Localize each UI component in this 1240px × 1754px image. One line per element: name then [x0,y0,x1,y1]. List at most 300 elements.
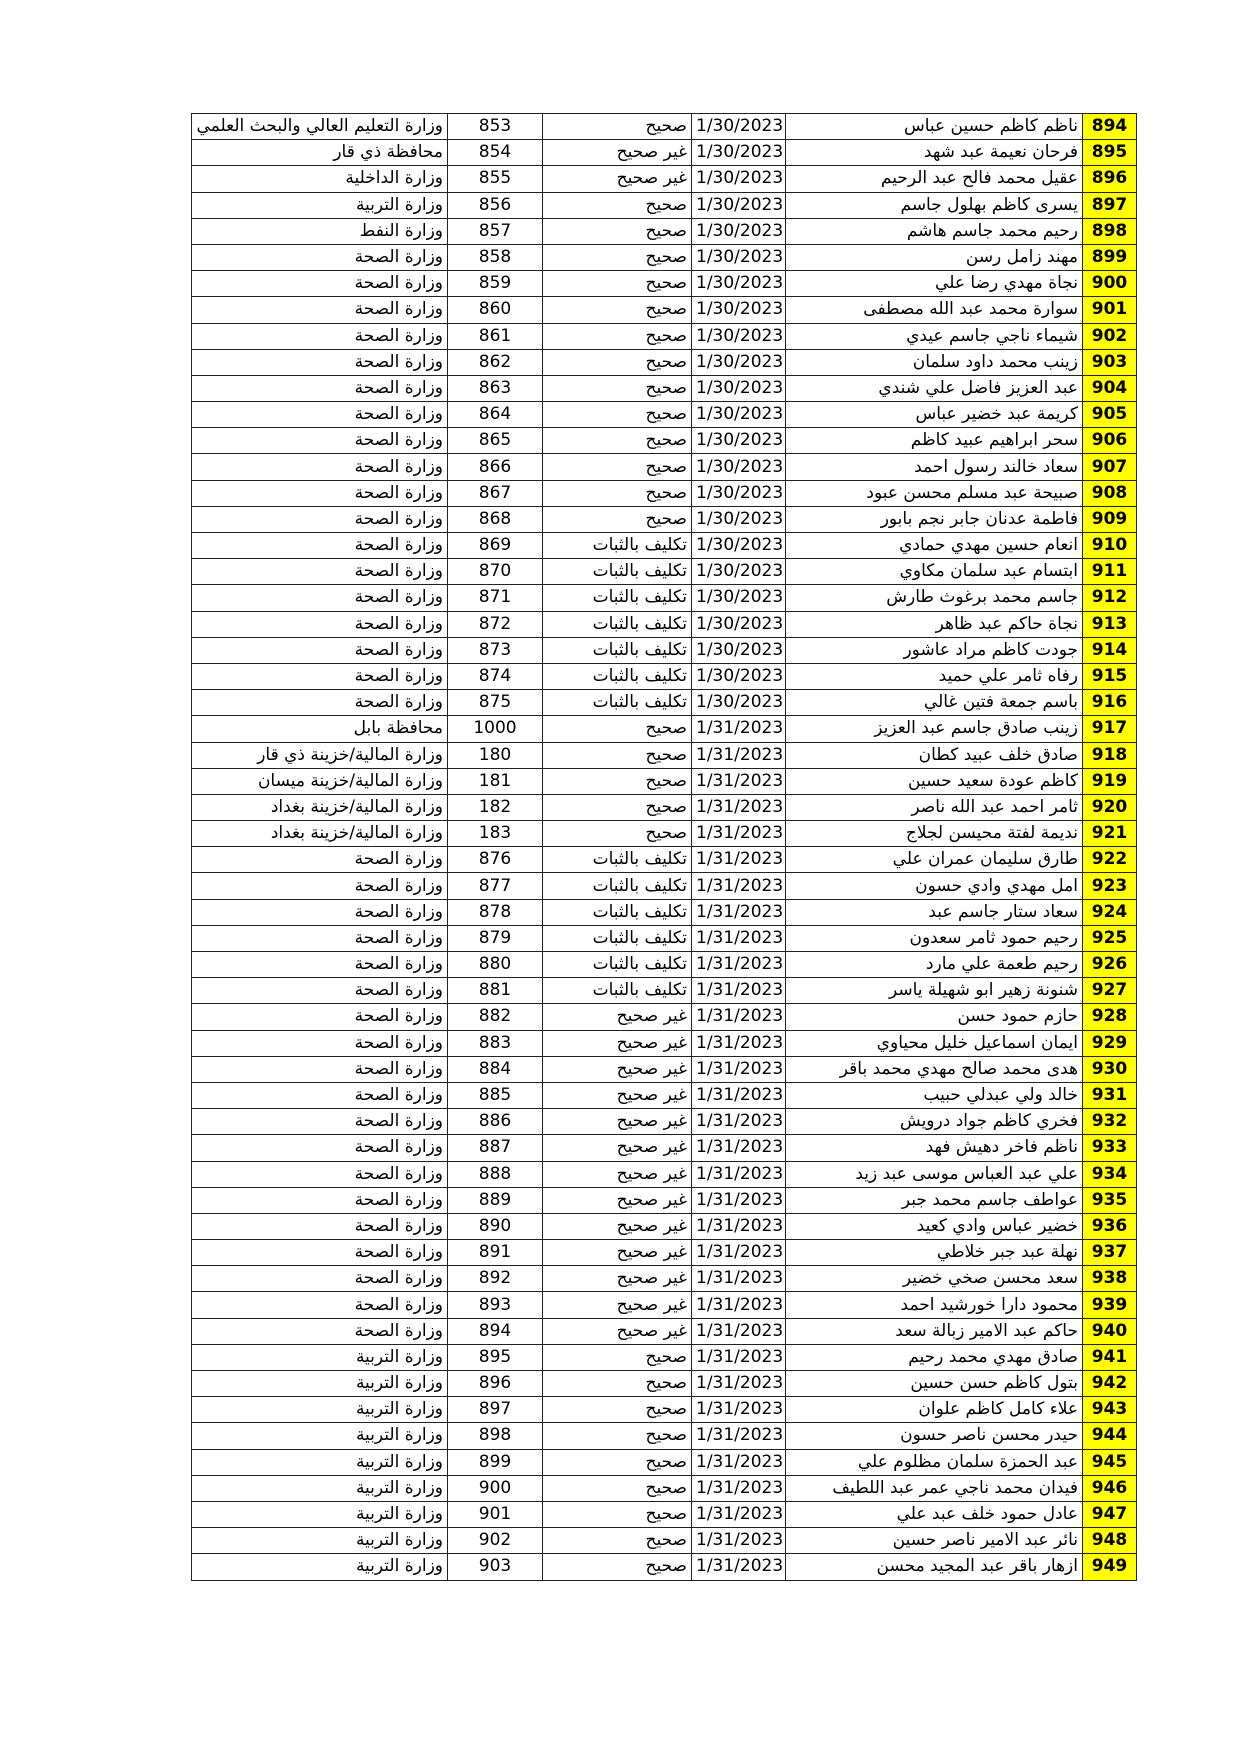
status-cell: صحيح [543,244,692,270]
status-cell: غير صحيح [543,1082,692,1108]
status-cell: صحيح [543,402,692,428]
date-cell: 1/30/2023 [692,375,786,401]
status-cell: تكليف بالثبات [543,847,692,873]
date-cell: 1/31/2023 [692,1292,786,1318]
serial-number-cell: 935 [1083,1187,1137,1213]
code-cell: 888 [448,1161,543,1187]
person-name-cell: زينب محمد داود سلمان [786,349,1083,375]
department-cell: وزارة الصحة [192,1292,448,1318]
status-cell: صحيح [543,1528,692,1554]
records-sheet [191,113,1136,1581]
department-cell: وزارة الصحة [192,690,448,716]
person-name-cell: نهلة عبد جبر خلاطي [786,1240,1083,1266]
department-cell: وزارة الصحة [192,1135,448,1161]
table-row [192,873,1137,899]
code-cell: 861 [448,323,543,349]
table-row [192,114,1137,140]
person-name-cell: كاظم عودة سعيد حسين [786,768,1083,794]
table-row [192,742,1137,768]
table-row [192,271,1137,297]
person-name-cell: سوارة محمد عبد الله مصطفى [786,297,1083,323]
table-row [192,1475,1137,1501]
person-name-cell: كريمة عبد خضير عباس [786,402,1083,428]
serial-number-cell: 901 [1083,297,1137,323]
serial-number-cell: 949 [1083,1554,1137,1580]
person-name-cell: فخري كاظم جواد درويش [786,1109,1083,1135]
table-row [192,480,1137,506]
person-name-cell: فرحان نعيمة عبد شهد [786,140,1083,166]
status-cell: غير صحيح [543,1240,692,1266]
table-row [192,768,1137,794]
serial-number-cell: 914 [1083,637,1137,663]
department-cell: وزارة الصحة [192,375,448,401]
table-row [192,716,1137,742]
department-cell: وزارة الصحة [192,925,448,951]
department-cell: وزارة الصحة [192,480,448,506]
status-cell: صحيح [543,1371,692,1397]
person-name-cell: فيدان محمد ناجي عمر عبد اللطيف [786,1475,1083,1501]
status-cell: غير صحيح [543,1318,692,1344]
department-cell: وزارة المالية/خزينة ذي قار [192,742,448,768]
table-row [192,925,1137,951]
serial-number-cell: 921 [1083,821,1137,847]
table-row [192,140,1137,166]
date-cell: 1/30/2023 [692,611,786,637]
date-cell: 1/30/2023 [692,271,786,297]
serial-number-cell: 894 [1083,114,1137,140]
status-cell: صحيح [543,454,692,480]
date-cell: 1/31/2023 [692,1135,786,1161]
person-name-cell: نجاة حاكم عبد ظاهر [786,611,1083,637]
department-cell: وزارة الصحة [192,323,448,349]
table-row [192,1161,1137,1187]
table-row [192,1292,1137,1318]
table-row [192,323,1137,349]
code-cell: 873 [448,637,543,663]
serial-number-cell: 924 [1083,899,1137,925]
table-row [192,821,1137,847]
status-cell: تكليف بالثبات [543,637,692,663]
department-cell: وزارة الصحة [192,1004,448,1030]
code-cell: 854 [448,140,543,166]
code-cell: 862 [448,349,543,375]
status-cell: تكليف بالثبات [543,952,692,978]
date-cell: 1/31/2023 [692,1213,786,1239]
status-cell: صحيح [543,821,692,847]
date-cell: 1/30/2023 [692,585,786,611]
table-row [192,1109,1137,1135]
code-cell: 1000 [448,716,543,742]
date-cell: 1/30/2023 [692,533,786,559]
date-cell: 1/31/2023 [692,1344,786,1370]
date-cell: 1/30/2023 [692,428,786,454]
status-cell: صحيح [543,1475,692,1501]
table-row [192,533,1137,559]
code-cell: 885 [448,1082,543,1108]
person-name-cell: ازهار باقر عبد المجيد محسن [786,1554,1083,1580]
department-cell: وزارة الداخلية [192,166,448,192]
code-cell: 884 [448,1056,543,1082]
status-cell: غير صحيح [543,1056,692,1082]
person-name-cell: رحيم محمد جاسم هاشم [786,218,1083,244]
person-name-cell: زينب صادق جاسم عبد العزيز [786,716,1083,742]
date-cell: 1/30/2023 [692,166,786,192]
person-name-cell: يسرى كاظم بهلول جاسم [786,192,1083,218]
code-cell: 853 [448,114,543,140]
date-cell: 1/30/2023 [692,454,786,480]
table-row [192,1213,1137,1239]
code-cell: 883 [448,1030,543,1056]
department-cell: وزارة الصحة [192,454,448,480]
person-name-cell: عبد العزيز فاضل علي شندي [786,375,1083,401]
code-cell: 858 [448,244,543,270]
department-cell: وزارة الصحة [192,428,448,454]
status-cell: غير صحيح [543,1292,692,1318]
serial-number-cell: 939 [1083,1292,1137,1318]
person-name-cell: ثامر احمد عبد الله ناصر [786,794,1083,820]
date-cell: 1/30/2023 [692,218,786,244]
date-cell: 1/31/2023 [692,873,786,899]
date-cell: 1/31/2023 [692,1266,786,1292]
status-cell: غير صحيح [543,140,692,166]
table-row [192,1449,1137,1475]
code-cell: 871 [448,585,543,611]
table-row [192,506,1137,532]
person-name-cell: ايمان اسماعيل خليل محياوي [786,1030,1083,1056]
person-name-cell: حازم حمود حسن [786,1004,1083,1030]
table-row [192,794,1137,820]
person-name-cell: امل مهدي وادي حسون [786,873,1083,899]
person-name-cell: ناظم كاظم حسين عباس [786,114,1083,140]
serial-number-cell: 929 [1083,1030,1137,1056]
code-cell: 878 [448,899,543,925]
table-row [192,585,1137,611]
status-cell: تكليف بالثبات [543,611,692,637]
code-cell: 182 [448,794,543,820]
date-cell: 1/30/2023 [692,637,786,663]
person-name-cell: باسم جمعة فتين غالي [786,690,1083,716]
serial-number-cell: 930 [1083,1056,1137,1082]
code-cell: 866 [448,454,543,480]
status-cell: غير صحيح [543,1109,692,1135]
serial-number-cell: 920 [1083,794,1137,820]
person-name-cell: ابتسام عبد سلمان مكاوي [786,559,1083,585]
code-cell: 890 [448,1213,543,1239]
department-cell: وزارة الصحة [192,559,448,585]
person-name-cell: جاسم محمد برغوث طارش [786,585,1083,611]
table-row [192,1318,1137,1344]
department-cell: وزارة التربية [192,1423,448,1449]
date-cell: 1/30/2023 [692,192,786,218]
person-name-cell: حاكم عبد الامير زبالة سعد [786,1318,1083,1344]
serial-number-cell: 899 [1083,244,1137,270]
person-name-cell: انعام حسين مهدي حمادي [786,533,1083,559]
code-cell: 903 [448,1554,543,1580]
department-cell: وزارة الصحة [192,952,448,978]
status-cell: صحيح [543,506,692,532]
department-cell: وزارة الصحة [192,1082,448,1108]
serial-number-cell: 931 [1083,1082,1137,1108]
person-name-cell: فاطمة عدنان جابر نجم بابور [786,506,1083,532]
table-row [192,192,1137,218]
person-name-cell: شيماء ناجي جاسم عيدي [786,323,1083,349]
serial-number-cell: 938 [1083,1266,1137,1292]
table-row [192,690,1137,716]
code-cell: 882 [448,1004,543,1030]
code-cell: 860 [448,297,543,323]
department-cell: محافظة بابل [192,716,448,742]
table-row [192,1528,1137,1554]
status-cell: صحيح [543,1344,692,1370]
department-cell: وزارة الصحة [192,1109,448,1135]
person-name-cell: عقيل محمد فالح عبد الرحيم [786,166,1083,192]
status-cell: غير صحيح [543,1161,692,1187]
department-cell: وزارة التربية [192,1501,448,1527]
status-cell: تكليف بالثبات [543,559,692,585]
department-cell: وزارة الصحة [192,506,448,532]
table-row [192,663,1137,689]
serial-number-cell: 919 [1083,768,1137,794]
status-cell: تكليف بالثبات [543,925,692,951]
date-cell: 1/31/2023 [692,1475,786,1501]
code-cell: 868 [448,506,543,532]
department-cell: وزارة الصحة [192,271,448,297]
code-cell: 864 [448,402,543,428]
department-cell: وزارة التربية [192,1449,448,1475]
department-cell: وزارة الصحة [192,1056,448,1082]
code-cell: 898 [448,1423,543,1449]
department-cell: وزارة التعليم العالي والبحث العلمي [192,114,448,140]
serial-number-cell: 895 [1083,140,1137,166]
table-row [192,1397,1137,1423]
table-row [192,1004,1137,1030]
table-row [192,244,1137,270]
table-row [192,1240,1137,1266]
table-row [192,611,1137,637]
person-name-cell: خالد ولي عبدلي حبيب [786,1082,1083,1108]
status-cell: تكليف بالثبات [543,899,692,925]
department-cell: وزارة الصحة [192,847,448,873]
serial-number-cell: 940 [1083,1318,1137,1344]
code-cell: 901 [448,1501,543,1527]
person-name-cell: رفاه ثامر علي حميد [786,663,1083,689]
code-cell: 183 [448,821,543,847]
serial-number-cell: 946 [1083,1475,1137,1501]
person-name-cell: رحيم حمود ثامر سعدون [786,925,1083,951]
status-cell: صحيح [543,794,692,820]
code-cell: 870 [448,559,543,585]
serial-number-cell: 932 [1083,1109,1137,1135]
table-row [192,1501,1137,1527]
status-cell: غير صحيح [543,1135,692,1161]
table-row [192,454,1137,480]
date-cell: 1/31/2023 [692,1554,786,1580]
serial-number-cell: 910 [1083,533,1137,559]
person-name-cell: حيدر محسن ناصر حسون [786,1423,1083,1449]
person-name-cell: مهند زامل رسن [786,244,1083,270]
serial-number-cell: 896 [1083,166,1137,192]
serial-number-cell: 906 [1083,428,1137,454]
status-cell: غير صحيح [543,1030,692,1056]
date-cell: 1/31/2023 [692,1423,786,1449]
serial-number-cell: 925 [1083,925,1137,951]
table-row [192,1344,1137,1370]
table-row [192,1135,1137,1161]
table-row [192,1056,1137,1082]
person-name-cell: عادل حمود خلف عبد علي [786,1501,1083,1527]
date-cell: 1/31/2023 [692,1501,786,1527]
department-cell: وزارة الصحة [192,244,448,270]
date-cell: 1/30/2023 [692,559,786,585]
table-row [192,637,1137,663]
date-cell: 1/31/2023 [692,899,786,925]
code-cell: 887 [448,1135,543,1161]
person-name-cell: علي عبد العباس موسى عبد زيد [786,1161,1083,1187]
status-cell: صحيح [543,114,692,140]
person-name-cell: ناظم فاخر دهيش فهد [786,1135,1083,1161]
person-name-cell: نجاة مهدي رضا علي [786,271,1083,297]
person-name-cell: عواطف جاسم محمد جبر [786,1187,1083,1213]
person-name-cell: هدى محمد صالح مهدي محمد باقر [786,1056,1083,1082]
department-cell: وزارة التربية [192,1371,448,1397]
status-cell: تكليف بالثبات [543,533,692,559]
person-name-cell: نديمة لفتة محيسن لجلاج [786,821,1083,847]
code-cell: 872 [448,611,543,637]
serial-number-cell: 915 [1083,663,1137,689]
table-row [192,1423,1137,1449]
person-name-cell: سعاد ستار جاسم عبد [786,899,1083,925]
table-row [192,218,1137,244]
table-row [192,559,1137,585]
date-cell: 1/31/2023 [692,716,786,742]
date-cell: 1/31/2023 [692,1187,786,1213]
serial-number-cell: 916 [1083,690,1137,716]
serial-number-cell: 944 [1083,1423,1137,1449]
code-cell: 855 [448,166,543,192]
status-cell: صحيح [543,1501,692,1527]
department-cell: وزارة المالية/خزينة ميسان [192,768,448,794]
status-cell: تكليف بالثبات [543,585,692,611]
status-cell: غير صحيح [543,1187,692,1213]
serial-number-cell: 928 [1083,1004,1137,1030]
person-name-cell: بتول كاظم حسن حسين [786,1371,1083,1397]
serial-number-cell: 918 [1083,742,1137,768]
serial-number-cell: 909 [1083,506,1137,532]
department-cell: وزارة الصحة [192,1318,448,1344]
status-cell: صحيح [543,297,692,323]
department-cell: وزارة الصحة [192,873,448,899]
code-cell: 880 [448,952,543,978]
department-cell: وزارة التربية [192,1475,448,1501]
serial-number-cell: 936 [1083,1213,1137,1239]
status-cell: صحيح [543,1423,692,1449]
department-cell: وزارة الصحة [192,1161,448,1187]
department-cell: وزارة الصحة [192,533,448,559]
status-cell: غير صحيح [543,1004,692,1030]
date-cell: 1/31/2023 [692,925,786,951]
serial-number-cell: 905 [1083,402,1137,428]
code-cell: 876 [448,847,543,873]
serial-number-cell: 911 [1083,559,1137,585]
code-cell: 865 [448,428,543,454]
person-name-cell: سحر ابراهيم عبيد كاظم [786,428,1083,454]
department-cell: وزارة التربية [192,1554,448,1580]
department-cell: وزارة التربية [192,192,448,218]
department-cell: وزارة المالية/خزينة بغداد [192,821,448,847]
code-cell: 875 [448,690,543,716]
person-name-cell: صادق مهدي محمد رحيم [786,1344,1083,1370]
date-cell: 1/31/2023 [692,1397,786,1423]
serial-number-cell: 917 [1083,716,1137,742]
table-row [192,978,1137,1004]
person-name-cell: جودت كاظم مراد عاشور [786,637,1083,663]
date-cell: 1/31/2023 [692,1528,786,1554]
status-cell: صحيح [543,271,692,297]
date-cell: 1/30/2023 [692,480,786,506]
serial-number-cell: 902 [1083,323,1137,349]
department-cell: وزارة الصحة [192,1030,448,1056]
serial-number-cell: 942 [1083,1371,1137,1397]
table-row [192,1030,1137,1056]
code-cell: 891 [448,1240,543,1266]
table-row [192,1082,1137,1108]
table-row [192,349,1137,375]
serial-number-cell: 904 [1083,375,1137,401]
table-row [192,375,1137,401]
code-cell: 900 [448,1475,543,1501]
serial-number-cell: 908 [1083,480,1137,506]
date-cell: 1/31/2023 [692,1371,786,1397]
status-cell: صحيح [543,1554,692,1580]
status-cell: تكليف بالثبات [543,690,692,716]
date-cell: 1/31/2023 [692,742,786,768]
status-cell: صحيح [543,768,692,794]
serial-number-cell: 922 [1083,847,1137,873]
date-cell: 1/31/2023 [692,1030,786,1056]
status-cell: صحيح [543,1449,692,1475]
date-cell: 1/30/2023 [692,690,786,716]
serial-number-cell: 900 [1083,271,1137,297]
table-row [192,428,1137,454]
table-row [192,1554,1137,1580]
serial-number-cell: 898 [1083,218,1137,244]
date-cell: 1/30/2023 [692,402,786,428]
status-cell: صحيح [543,428,692,454]
code-cell: 857 [448,218,543,244]
department-cell: وزارة الصحة [192,1213,448,1239]
code-cell: 893 [448,1292,543,1318]
date-cell: 1/31/2023 [692,847,786,873]
code-cell: 892 [448,1266,543,1292]
department-cell: وزارة الصحة [192,637,448,663]
date-cell: 1/30/2023 [692,297,786,323]
department-cell: وزارة الصحة [192,663,448,689]
status-cell: غير صحيح [543,166,692,192]
date-cell: 1/31/2023 [692,978,786,1004]
serial-number-cell: 926 [1083,952,1137,978]
person-name-cell: محمود دارا خورشيد احمد [786,1292,1083,1318]
person-name-cell: سعد محسن صخي خضير [786,1266,1083,1292]
department-cell: محافظة ذي قار [192,140,448,166]
date-cell: 1/31/2023 [692,952,786,978]
code-cell: 859 [448,271,543,297]
person-name-cell: رحيم طعمة علي مارد [786,952,1083,978]
code-cell: 877 [448,873,543,899]
person-name-cell: نائر عبد الامير ناصر حسين [786,1528,1083,1554]
serial-number-cell: 923 [1083,873,1137,899]
date-cell: 1/30/2023 [692,663,786,689]
department-cell: وزارة التربية [192,1344,448,1370]
